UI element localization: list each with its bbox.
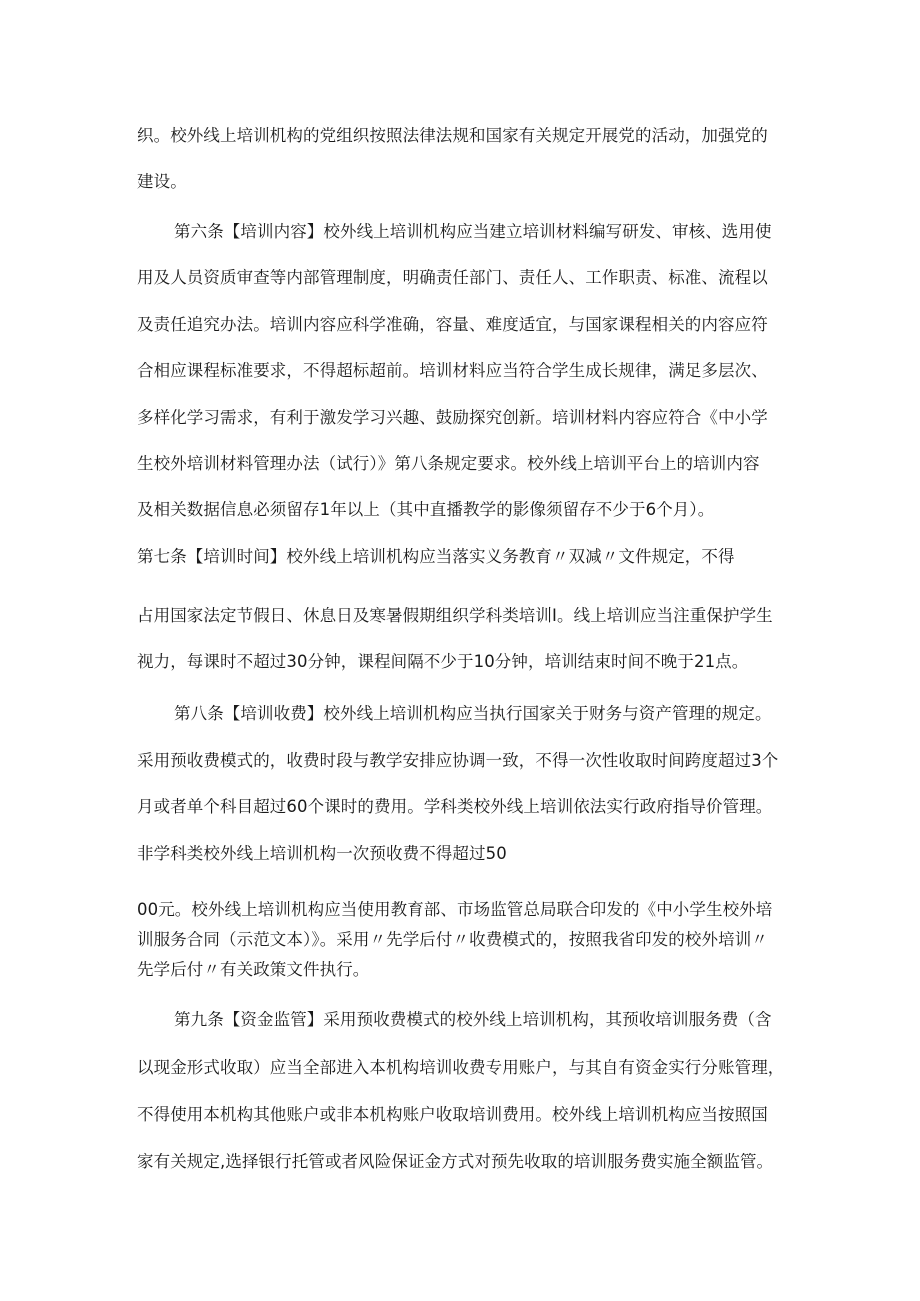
text-line: 占用国家法定节假日、休息日及寒暑假期组织学科类培训I。线上培训应当注重保护学生: [137, 606, 773, 625]
text-line: 月或者单个科目超过60个课时的费用。学科类校外线上培训依法实行政府指导价管理。: [137, 797, 773, 816]
text-line: 采用预收费模式的，收费时段与教学安排应协调一致，不得一次性收取时间跨度超过3个: [137, 751, 779, 770]
text-line: 及相关数据信息必须留存1年以上（其中直播教学的影像须留存不少于6个月）。: [137, 500, 715, 519]
text-line: 建设。: [137, 172, 187, 191]
text-line: 非学科类校外线上培训机构一次预收费不得超过50: [137, 844, 507, 863]
text-line: 及责任追究办法。培训内容应科学准确，容量、难度适宜，与国家课程相关的内容应符: [137, 315, 768, 334]
text-line: 第六条【培训内容】校外线上培训机构应当建立培训材料编写研发、审核、选用使: [174, 222, 772, 241]
text-line: 先学后付〃有关政策文件执行。: [137, 960, 370, 979]
text-line: 以现金形式收取）应当全部进入本机构培训收费专用账户，与其自有资金实行分账管理，: [137, 1058, 785, 1077]
text-line: 不得使用本机构其他账户或非本机构账户收取培训费用。校外线上培训机构应当按照国: [137, 1105, 768, 1124]
text-line: 家有关规定,选择银行托管或者风险保证金方式对预先收取的培训服务费实施全额监管。: [137, 1152, 774, 1171]
text-line: 织。校外线上培训机构的党组织按照法律法规和国家有关规定开展党的活动，加强党的: [137, 126, 768, 145]
text-line: 第九条【资金监管】采用预收费模式的校外线上培训机构，其预收培训服务费（含: [174, 1010, 772, 1029]
text-line: 00元。校外线上培训机构应当使用教育部、市场监管总局联合印发的《中小学生校外培: [137, 900, 773, 919]
text-line: 训服务合同（示范文本）》。采用〃先学后付〃收费模式的，按照我省印发的校外培训〃: [137, 930, 768, 949]
text-line: 第七条【培训时间】校外线上培训机构应当落实义务教育〃双减〃文件规定，不得: [137, 547, 735, 566]
text-line: 生校外培训材料管理办法（试行）》第八条规定要求。校外线上培训平台上的培训内容: [137, 454, 760, 473]
text-line: 第八条【培训收费】校外线上培训机构应当执行国家关于财务与资产管理的规定。: [174, 704, 772, 723]
text-line: 用及人员资质审查等内部管理制度，明确责任部门、责任人、工作职责、标准、流程以: [137, 268, 768, 287]
text-line: 多样化学习需求，有利于激发学习兴趣、鼓励探究创新。培训材料内容应符合《中小学: [137, 408, 768, 427]
text-line: 视力，每课时不超过30分钟，课程间隔不少于10分钟，培训结束时间不晚于21点。: [137, 652, 749, 671]
text-line: 合相应课程标准要求，不得超标超前。培训材料应当符合学生成长规律，满足多层次、: [137, 361, 768, 380]
